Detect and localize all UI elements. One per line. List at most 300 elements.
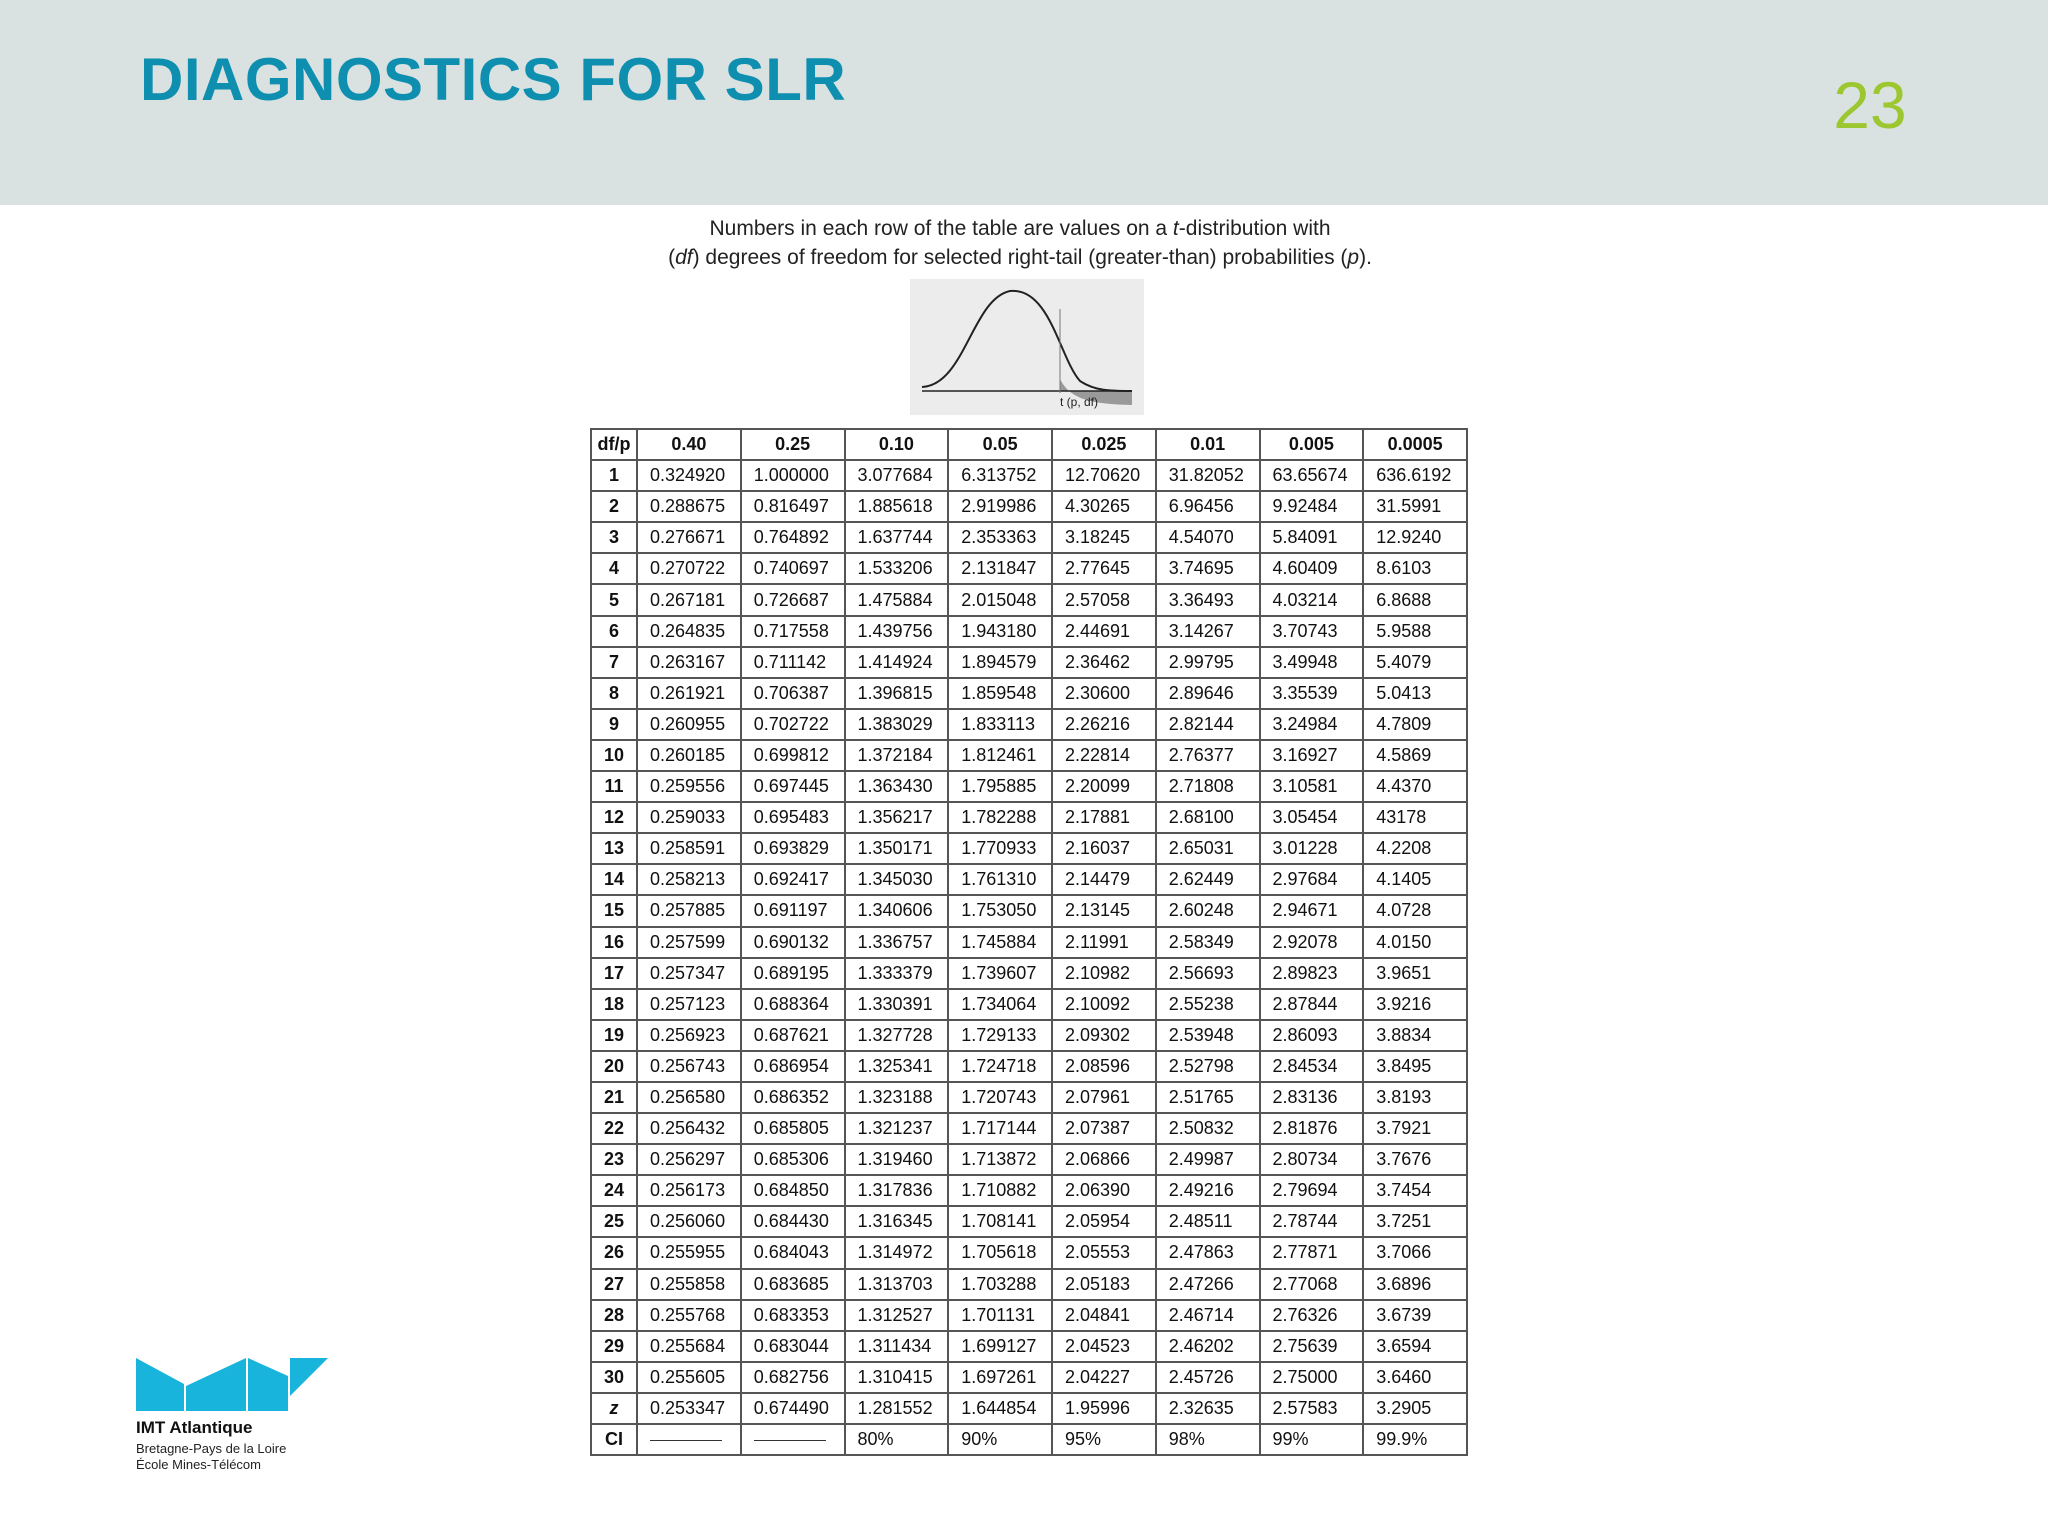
value-cell: 2.919986 bbox=[948, 491, 1052, 522]
table-row bbox=[591, 1269, 1467, 1300]
value-cell: 1.644854 bbox=[948, 1393, 1052, 1424]
value-cell: 0.697445 bbox=[741, 771, 845, 802]
value-cell: 2.62449 bbox=[1156, 864, 1260, 895]
tail-label: t (p, df) bbox=[1060, 395, 1099, 409]
value-cell: 2.05954 bbox=[1052, 1206, 1156, 1237]
df-cell: 12 bbox=[591, 802, 637, 833]
value-cell: 0.288675 bbox=[637, 491, 741, 522]
value-cell: 4.54070 bbox=[1156, 522, 1260, 553]
value-cell: 2.05553 bbox=[1052, 1237, 1156, 1268]
value-cell: 4.60409 bbox=[1260, 553, 1364, 584]
value-cell: 80% bbox=[845, 1424, 949, 1455]
value-cell: 1.943180 bbox=[948, 616, 1052, 647]
value-cell: 2.08596 bbox=[1052, 1051, 1156, 1082]
value-cell: 3.10581 bbox=[1260, 771, 1364, 802]
value-cell: 2.77068 bbox=[1260, 1269, 1364, 1300]
value-cell: 1.383029 bbox=[845, 709, 949, 740]
df-cell: 27 bbox=[591, 1269, 637, 1300]
table-row bbox=[591, 1020, 1467, 1051]
value-cell: 1.699127 bbox=[948, 1331, 1052, 1362]
value-cell: 0.324920 bbox=[637, 460, 741, 491]
value-cell: 2.77871 bbox=[1260, 1237, 1364, 1268]
value-cell: 2.46714 bbox=[1156, 1300, 1260, 1331]
value-cell: 0.695483 bbox=[741, 802, 845, 833]
value-cell: 0.691197 bbox=[741, 895, 845, 926]
value-cell: 2.10092 bbox=[1052, 989, 1156, 1020]
logo-name: IMT Atlantique bbox=[136, 1418, 253, 1437]
value-cell: 0.685306 bbox=[741, 1144, 845, 1175]
table-header-row bbox=[591, 429, 1467, 460]
value-cell: 3.16927 bbox=[1260, 740, 1364, 771]
value-cell: 6.313752 bbox=[948, 460, 1052, 491]
value-cell: 0.683685 bbox=[741, 1269, 845, 1300]
value-cell: 1.475884 bbox=[845, 584, 949, 615]
value-cell: 2.89823 bbox=[1260, 958, 1364, 989]
value-cell: 2.89646 bbox=[1156, 678, 1260, 709]
df-cell: z bbox=[591, 1393, 637, 1424]
df-cell: 2 bbox=[591, 491, 637, 522]
value-cell: 90% bbox=[948, 1424, 1052, 1455]
value-cell: 98% bbox=[1156, 1424, 1260, 1455]
table-row bbox=[591, 1362, 1467, 1393]
value-cell: 2.94671 bbox=[1260, 895, 1364, 926]
value-cell: 2.49216 bbox=[1156, 1175, 1260, 1206]
value-cell: 3.7921 bbox=[1363, 1113, 1467, 1144]
table-row bbox=[591, 553, 1467, 584]
table-row bbox=[591, 522, 1467, 553]
value-cell: 0.689195 bbox=[741, 958, 845, 989]
value-cell: 3.01228 bbox=[1260, 833, 1364, 864]
value-cell: 1.281552 bbox=[845, 1393, 949, 1424]
df-cell: 14 bbox=[591, 864, 637, 895]
value-cell: 0.717558 bbox=[741, 616, 845, 647]
table-row bbox=[591, 958, 1467, 989]
value-cell: 0.255684 bbox=[637, 1331, 741, 1362]
table-row bbox=[591, 740, 1467, 771]
value-cell: 2.16037 bbox=[1052, 833, 1156, 864]
value-cell: 3.24984 bbox=[1260, 709, 1364, 740]
table-row bbox=[591, 802, 1467, 833]
value-cell: 1.333379 bbox=[845, 958, 949, 989]
value-cell: 1.319460 bbox=[845, 1144, 949, 1175]
value-cell: 2.06866 bbox=[1052, 1144, 1156, 1175]
table-row bbox=[591, 1113, 1467, 1144]
table-row bbox=[591, 709, 1467, 740]
value-cell: 1.859548 bbox=[948, 678, 1052, 709]
table-row bbox=[591, 864, 1467, 895]
value-cell: 3.36493 bbox=[1156, 584, 1260, 615]
value-cell: 2.04227 bbox=[1052, 1362, 1156, 1393]
value-cell: 1.795885 bbox=[948, 771, 1052, 802]
table-row bbox=[591, 460, 1467, 491]
value-cell: 2.30600 bbox=[1052, 678, 1156, 709]
value-cell: 3.35539 bbox=[1260, 678, 1364, 709]
value-cell: 0.264835 bbox=[637, 616, 741, 647]
caption-line-2: (df) degrees of freedom for selected right-tail (greater-than) probabilities (p). bbox=[668, 246, 1372, 269]
value-cell: 2.60248 bbox=[1156, 895, 1260, 926]
value-cell: 0.256060 bbox=[637, 1206, 741, 1237]
value-cell: 1.340606 bbox=[845, 895, 949, 926]
value-cell: 1.312527 bbox=[845, 1300, 949, 1331]
value-cell: 0.257885 bbox=[637, 895, 741, 926]
value-cell: 0.256743 bbox=[637, 1051, 741, 1082]
value-cell: 31.82052 bbox=[1156, 460, 1260, 491]
table-row bbox=[591, 584, 1467, 615]
value-cell: 0.255858 bbox=[637, 1269, 741, 1300]
value-cell: 1.782288 bbox=[948, 802, 1052, 833]
value-cell: 2.58349 bbox=[1156, 927, 1260, 958]
value-cell: 0.687621 bbox=[741, 1020, 845, 1051]
df-cell: 21 bbox=[591, 1082, 637, 1113]
value-cell: 1.330391 bbox=[845, 989, 949, 1020]
t-distribution-figure bbox=[910, 279, 1144, 415]
value-cell: 0.255605 bbox=[637, 1362, 741, 1393]
table-row bbox=[591, 647, 1467, 678]
value-cell: 0.740697 bbox=[741, 553, 845, 584]
value-cell: 0.692417 bbox=[741, 864, 845, 895]
value-cell: 5.4079 bbox=[1363, 647, 1467, 678]
value-cell: 0.683353 bbox=[741, 1300, 845, 1331]
value-cell: 0.706387 bbox=[741, 678, 845, 709]
value-cell: 3.74695 bbox=[1156, 553, 1260, 584]
value-cell: 0.685805 bbox=[741, 1113, 845, 1144]
table-row bbox=[591, 927, 1467, 958]
df-cell: 15 bbox=[591, 895, 637, 926]
value-cell: 3.8834 bbox=[1363, 1020, 1467, 1051]
value-cell: 2.75000 bbox=[1260, 1362, 1364, 1393]
value-cell: 2.47863 bbox=[1156, 1237, 1260, 1268]
value-cell: 3.9651 bbox=[1363, 958, 1467, 989]
imt-logo-icon bbox=[136, 1356, 336, 1416]
header-df-p: df/p bbox=[591, 429, 637, 460]
value-cell: 2.04841 bbox=[1052, 1300, 1156, 1331]
value-cell: 2.81876 bbox=[1260, 1113, 1364, 1144]
value-cell: 9.92484 bbox=[1260, 491, 1364, 522]
value-cell: 0.256923 bbox=[637, 1020, 741, 1051]
value-cell: 2.79694 bbox=[1260, 1175, 1364, 1206]
value-cell: 1.833113 bbox=[948, 709, 1052, 740]
value-cell: 0.684043 bbox=[741, 1237, 845, 1268]
value-cell: 1.372184 bbox=[845, 740, 949, 771]
value-cell: 1.812461 bbox=[948, 740, 1052, 771]
df-cell: 4 bbox=[591, 553, 637, 584]
value-cell: 1.345030 bbox=[845, 864, 949, 895]
value-cell: 4.1405 bbox=[1363, 864, 1467, 895]
value-cell: 1.356217 bbox=[845, 802, 949, 833]
value-cell: 2.49987 bbox=[1156, 1144, 1260, 1175]
value-cell: 1.724718 bbox=[948, 1051, 1052, 1082]
value-cell: 1.885618 bbox=[845, 491, 949, 522]
table-row bbox=[591, 1424, 1467, 1455]
dash-mark bbox=[754, 1440, 826, 1441]
value-cell: 1.316345 bbox=[845, 1206, 949, 1237]
value-cell: 1.325341 bbox=[845, 1051, 949, 1082]
value-cell: 2.57058 bbox=[1052, 584, 1156, 615]
value-cell: 3.2905 bbox=[1363, 1393, 1467, 1424]
df-cell: 3 bbox=[591, 522, 637, 553]
value-cell bbox=[637, 1424, 741, 1455]
value-cell: 12.9240 bbox=[1363, 522, 1467, 553]
value-cell: 2.56693 bbox=[1156, 958, 1260, 989]
value-cell: 0.693829 bbox=[741, 833, 845, 864]
df-cell: 25 bbox=[591, 1206, 637, 1237]
value-cell: 2.26216 bbox=[1052, 709, 1156, 740]
table-row bbox=[591, 678, 1467, 709]
value-cell: 1.713872 bbox=[948, 1144, 1052, 1175]
value-cell: 3.7251 bbox=[1363, 1206, 1467, 1237]
value-cell: 3.70743 bbox=[1260, 616, 1364, 647]
value-cell: 0.260185 bbox=[637, 740, 741, 771]
value-cell: 2.80734 bbox=[1260, 1144, 1364, 1175]
value-cell: 0.684850 bbox=[741, 1175, 845, 1206]
value-cell: 2.06390 bbox=[1052, 1175, 1156, 1206]
value-cell: 3.6594 bbox=[1363, 1331, 1467, 1362]
value-cell: 3.7676 bbox=[1363, 1144, 1467, 1175]
value-cell: 0.256432 bbox=[637, 1113, 741, 1144]
value-cell: 2.14479 bbox=[1052, 864, 1156, 895]
value-cell: 0.255768 bbox=[637, 1300, 741, 1331]
value-cell: 1.533206 bbox=[845, 553, 949, 584]
df-cell: 17 bbox=[591, 958, 637, 989]
value-cell: 2.11991 bbox=[1052, 927, 1156, 958]
header-p-5: 0.025 bbox=[1052, 429, 1156, 460]
value-cell: 2.015048 bbox=[948, 584, 1052, 615]
value-cell: 0.256173 bbox=[637, 1175, 741, 1206]
df-cell: 10 bbox=[591, 740, 637, 771]
value-cell: 0.690132 bbox=[741, 927, 845, 958]
value-cell: 2.83136 bbox=[1260, 1082, 1364, 1113]
header-p-2: 0.25 bbox=[741, 429, 845, 460]
value-cell: 8.6103 bbox=[1363, 553, 1467, 584]
value-cell: 1.314972 bbox=[845, 1237, 949, 1268]
value-cell: 2.47266 bbox=[1156, 1269, 1260, 1300]
value-cell: 1.327728 bbox=[845, 1020, 949, 1051]
value-cell: 1.761310 bbox=[948, 864, 1052, 895]
value-cell: 3.7454 bbox=[1363, 1175, 1467, 1206]
value-cell: 0.259556 bbox=[637, 771, 741, 802]
value-cell: 1.363430 bbox=[845, 771, 949, 802]
table-row bbox=[591, 895, 1467, 926]
df-cell: 6 bbox=[591, 616, 637, 647]
value-cell: 1.321237 bbox=[845, 1113, 949, 1144]
value-cell: 4.30265 bbox=[1052, 491, 1156, 522]
value-cell: 2.09302 bbox=[1052, 1020, 1156, 1051]
value-cell: 1.717144 bbox=[948, 1113, 1052, 1144]
value-cell: 1.701131 bbox=[948, 1300, 1052, 1331]
value-cell: 43178 bbox=[1363, 802, 1467, 833]
df-cell: 20 bbox=[591, 1051, 637, 1082]
value-cell: 0.684430 bbox=[741, 1206, 845, 1237]
df-cell: 26 bbox=[591, 1237, 637, 1268]
value-cell: 1.708141 bbox=[948, 1206, 1052, 1237]
value-cell: 2.71808 bbox=[1156, 771, 1260, 802]
value-cell: 3.7066 bbox=[1363, 1237, 1467, 1268]
value-cell: 2.45726 bbox=[1156, 1362, 1260, 1393]
value-cell: 3.6739 bbox=[1363, 1300, 1467, 1331]
value-cell: 3.6896 bbox=[1363, 1269, 1467, 1300]
value-cell: 2.48511 bbox=[1156, 1206, 1260, 1237]
value-cell: 31.5991 bbox=[1363, 491, 1467, 522]
value-cell: 2.92078 bbox=[1260, 927, 1364, 958]
value-cell: 1.745884 bbox=[948, 927, 1052, 958]
value-cell: 0.674490 bbox=[741, 1393, 845, 1424]
table-row bbox=[591, 1206, 1467, 1237]
value-cell: 0.267181 bbox=[637, 584, 741, 615]
value-cell: 0.764892 bbox=[741, 522, 845, 553]
df-cell: 1 bbox=[591, 460, 637, 491]
value-cell: 0.682756 bbox=[741, 1362, 845, 1393]
value-cell: 1.710882 bbox=[948, 1175, 1052, 1206]
table-row bbox=[591, 616, 1467, 647]
value-cell: 3.9216 bbox=[1363, 989, 1467, 1020]
value-cell: 2.20099 bbox=[1052, 771, 1156, 802]
value-cell: 1.697261 bbox=[948, 1362, 1052, 1393]
value-cell: 2.07961 bbox=[1052, 1082, 1156, 1113]
t-distribution-curve bbox=[910, 279, 1144, 415]
df-cell: 30 bbox=[591, 1362, 637, 1393]
logo-subtitle-line-2: École Mines-Télécom bbox=[136, 1457, 261, 1472]
value-cell: 0.263167 bbox=[637, 647, 741, 678]
value-cell: 0.257347 bbox=[637, 958, 741, 989]
value-cell: 3.6460 bbox=[1363, 1362, 1467, 1393]
df-cell: 11 bbox=[591, 771, 637, 802]
value-cell: 4.0150 bbox=[1363, 927, 1467, 958]
value-cell: 2.17881 bbox=[1052, 802, 1156, 833]
value-cell bbox=[741, 1424, 845, 1455]
value-cell: 1.336757 bbox=[845, 927, 949, 958]
table-row bbox=[591, 1331, 1467, 1362]
header-p-1: 0.40 bbox=[637, 429, 741, 460]
dash-mark bbox=[650, 1440, 722, 1441]
value-cell: 6.8688 bbox=[1363, 584, 1467, 615]
value-cell: 0.270722 bbox=[637, 553, 741, 584]
value-cell: 2.97684 bbox=[1260, 864, 1364, 895]
value-cell: 636.6192 bbox=[1363, 460, 1467, 491]
value-cell: 4.7809 bbox=[1363, 709, 1467, 740]
value-cell: 2.87844 bbox=[1260, 989, 1364, 1020]
value-cell: 2.57583 bbox=[1260, 1393, 1364, 1424]
value-cell: 3.8193 bbox=[1363, 1082, 1467, 1113]
value-cell: 1.734064 bbox=[948, 989, 1052, 1020]
value-cell: 2.78744 bbox=[1260, 1206, 1364, 1237]
df-cell: 5 bbox=[591, 584, 637, 615]
table-row bbox=[591, 833, 1467, 864]
value-cell: 1.396815 bbox=[845, 678, 949, 709]
header-p-7: 0.005 bbox=[1260, 429, 1364, 460]
table-row bbox=[591, 1051, 1467, 1082]
value-cell: 1.000000 bbox=[741, 460, 845, 491]
t-distribution-table bbox=[590, 428, 1468, 1456]
value-cell: 0.702722 bbox=[741, 709, 845, 740]
value-cell: 4.4370 bbox=[1363, 771, 1467, 802]
value-cell: 0.699812 bbox=[741, 740, 845, 771]
value-cell: 0.255955 bbox=[637, 1237, 741, 1268]
value-cell: 0.686352 bbox=[741, 1082, 845, 1113]
table-row bbox=[591, 1175, 1467, 1206]
value-cell: 0.260955 bbox=[637, 709, 741, 740]
logo-subtitle bbox=[136, 1441, 286, 1473]
value-cell: 12.70620 bbox=[1052, 460, 1156, 491]
df-cell: 28 bbox=[591, 1300, 637, 1331]
table-row bbox=[591, 771, 1467, 802]
table-row bbox=[591, 1300, 1467, 1331]
df-cell: 29 bbox=[591, 1331, 637, 1362]
df-cell: 8 bbox=[591, 678, 637, 709]
df-cell: 18 bbox=[591, 989, 637, 1020]
value-cell: 3.18245 bbox=[1052, 522, 1156, 553]
value-cell: 1.739607 bbox=[948, 958, 1052, 989]
table-row bbox=[591, 1144, 1467, 1175]
table-row bbox=[591, 1237, 1467, 1268]
value-cell: 1.310415 bbox=[845, 1362, 949, 1393]
value-cell: 2.84534 bbox=[1260, 1051, 1364, 1082]
df-cell: 19 bbox=[591, 1020, 637, 1051]
value-cell: 2.76377 bbox=[1156, 740, 1260, 771]
value-cell: 4.0728 bbox=[1363, 895, 1467, 926]
value-cell: 2.51765 bbox=[1156, 1082, 1260, 1113]
value-cell: 0.711142 bbox=[741, 647, 845, 678]
df-cell: CI bbox=[591, 1424, 637, 1455]
table-row bbox=[591, 1082, 1467, 1113]
value-cell: 99% bbox=[1260, 1424, 1364, 1455]
header-p-8: 0.0005 bbox=[1363, 429, 1467, 460]
value-cell: 1.753050 bbox=[948, 895, 1052, 926]
value-cell: 1.637744 bbox=[845, 522, 949, 553]
value-cell: 3.14267 bbox=[1156, 616, 1260, 647]
value-cell: 0.686954 bbox=[741, 1051, 845, 1082]
df-cell: 7 bbox=[591, 647, 637, 678]
value-cell: 2.65031 bbox=[1156, 833, 1260, 864]
value-cell: 0.276671 bbox=[637, 522, 741, 553]
value-cell: 63.65674 bbox=[1260, 460, 1364, 491]
value-cell: 1.350171 bbox=[845, 833, 949, 864]
value-cell: 5.9588 bbox=[1363, 616, 1467, 647]
value-cell: 0.816497 bbox=[741, 491, 845, 522]
value-cell: 2.32635 bbox=[1156, 1393, 1260, 1424]
value-cell: 2.50832 bbox=[1156, 1113, 1260, 1144]
value-cell: 2.86093 bbox=[1260, 1020, 1364, 1051]
value-cell: 3.077684 bbox=[845, 460, 949, 491]
table-row bbox=[591, 491, 1467, 522]
value-cell: 0.261921 bbox=[637, 678, 741, 709]
value-cell: 1.720743 bbox=[948, 1082, 1052, 1113]
value-cell: 0.257599 bbox=[637, 927, 741, 958]
value-cell: 2.52798 bbox=[1156, 1051, 1260, 1082]
value-cell: 2.82144 bbox=[1156, 709, 1260, 740]
value-cell: 2.07387 bbox=[1052, 1113, 1156, 1144]
page-number: 23 bbox=[1833, 68, 1907, 142]
value-cell: 0.256580 bbox=[637, 1082, 741, 1113]
value-cell: 4.5869 bbox=[1363, 740, 1467, 771]
value-cell: 2.131847 bbox=[948, 553, 1052, 584]
value-cell: 2.13145 bbox=[1052, 895, 1156, 926]
table-row bbox=[591, 989, 1467, 1020]
value-cell: 1.729133 bbox=[948, 1020, 1052, 1051]
value-cell: 2.75639 bbox=[1260, 1331, 1364, 1362]
value-cell: 1.894579 bbox=[948, 647, 1052, 678]
value-cell: 2.53948 bbox=[1156, 1020, 1260, 1051]
value-cell: 1.313703 bbox=[845, 1269, 949, 1300]
value-cell: 2.76326 bbox=[1260, 1300, 1364, 1331]
df-cell: 9 bbox=[591, 709, 637, 740]
value-cell: 1.439756 bbox=[845, 616, 949, 647]
value-cell: 0.726687 bbox=[741, 584, 845, 615]
value-cell: 3.8495 bbox=[1363, 1051, 1467, 1082]
value-cell: 0.688364 bbox=[741, 989, 845, 1020]
table-body bbox=[591, 460, 1467, 1455]
value-cell: 2.10982 bbox=[1052, 958, 1156, 989]
value-cell: 1.414924 bbox=[845, 647, 949, 678]
